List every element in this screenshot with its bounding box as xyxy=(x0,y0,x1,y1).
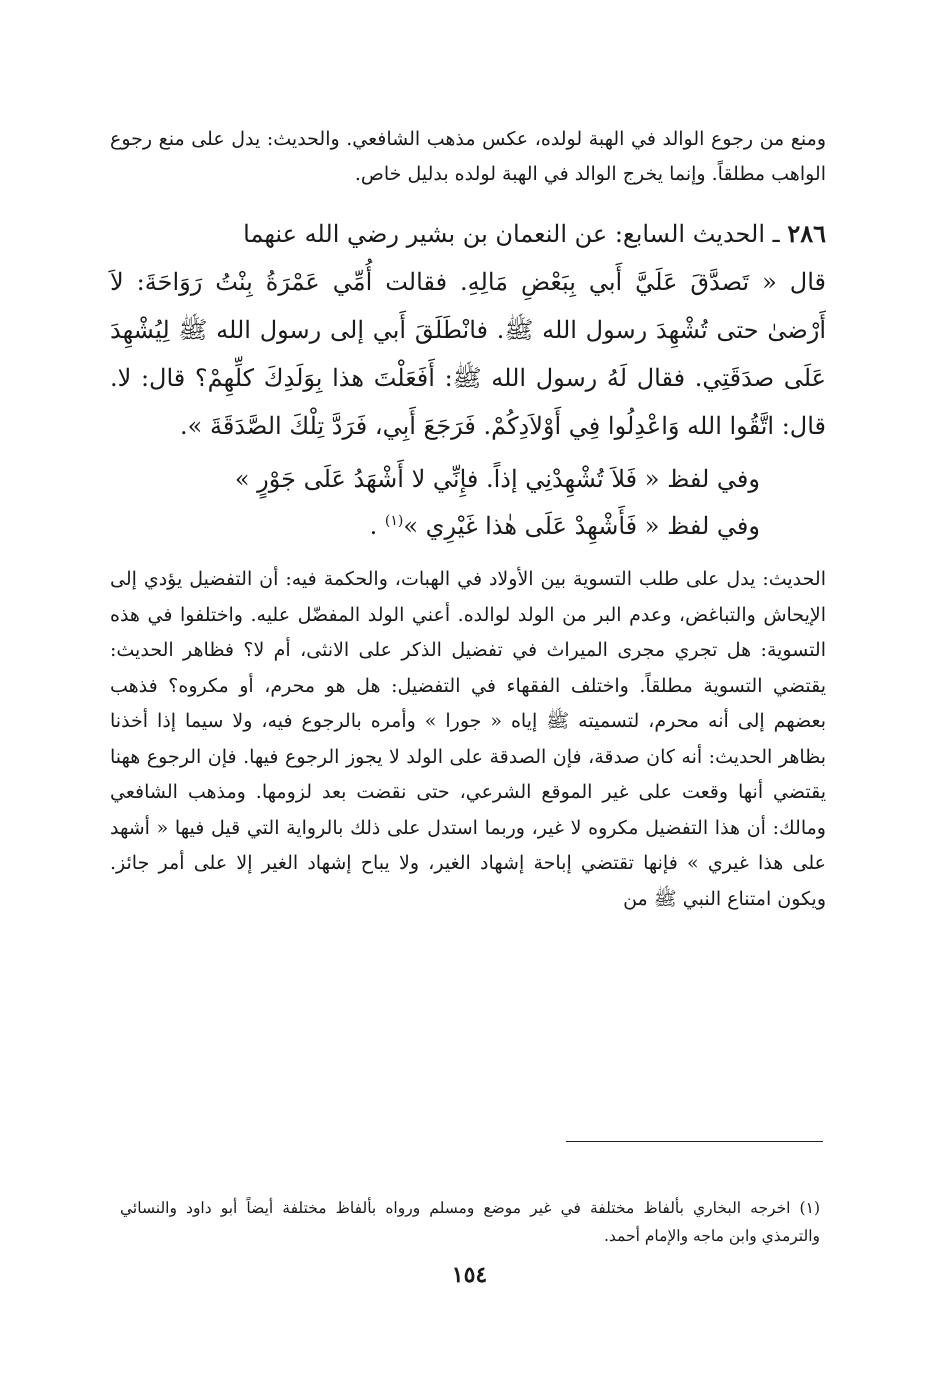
page-number: ١٥٤ xyxy=(451,1262,488,1288)
hadith-variant-2-text: وفي لفظ « فَأَشْهِدْ عَلَى هٰذا غَيْرِي » xyxy=(403,512,760,540)
footnote-divider xyxy=(566,1141,823,1142)
footnote: (١) اخرجه البخاري بألفاظ مختلفة في غير موضع ومسلم ورواه بألفاظ مختلفة أيضاً أبو داود والنسائي والترمذي وابن ماجه والإمام أحمد. xyxy=(120,1198,820,1245)
hadith-text: قال « تَصدَّقَ عَلَيَّ أَبي بِبَعْضِ مَالِهِ. فقالت أُمِّي عَمْرَةُ بِنْتُ رَوَاحَةَ: لاَ أَرْضىٰ حتى تُشْهِدَ رسول الله ﷺ. فانْطَلَقَ أَبي إلى رسول الله ﷺ لِيُشْهِدَ عَلَى صدَقَتِي. فقال لَهُ رسول الله ﷺ: أَفَعَلْتَ هذا بِوَلَدِكَ كلِّهِمْ؟ قال: لا. قال: اتَّقُوا الله وَاعْدِلُوا فِي أَوْلاَدِكُمْ. فَرَجَعَ أَبِي، فَرَدَّ تِلْكَ الصَّدَقَةَ ». xyxy=(110,268,826,440)
footnote-reference: (١) xyxy=(384,513,404,529)
hadith-variant-1: وفي لفظ « فَلاَ تُشْهِدْنِي إذاً. فإِنِّي لا أَشْهَدُ عَلَى جَوْرٍ » xyxy=(234,465,760,493)
page-body xyxy=(110,122,826,917)
commentary-paragraph: الحديث: يدل على طلب التسوية بين الأولاد في الهبات، والحكمة فيه: أن التفضيل يؤدي إلى الإيحاش والتباغض، وعدم البر من الولد لوالده. أعني الولد المفضّل عليه. واختلفوا في هذه التسوية: هل تجري مجرى الميراث في تفضيل الذكر على الانثى، أم لا؟ فظاهر الحديث: يقتضي التسوية مطلقاً. واختلف الفقهاء في التفضيل: هل هو محرم، أو مكروه؟ فذهب بعضهم إلى أنه محرم، لتسميته ﷺ إياه « جورا » وأمره بالرجوع فيه، ولا سيما إذا أخذنا بظاهر الحديث: أنه كان صدقة، فإن الصدقة على الولد لا يجوز الرجوع فيها. فإن الرجوع ههنا يقتضي أنها وقعت على غير الموقع الشرعي، حتى نقضت بعد لزومها. ومذهب الشافعي ومالك: أن هذا التفضيل مكروه لا غير، وربما استدل على ذلك بالرواية التي قيل فيها « أشهد على هذا غيري » فإنها تقتضي إباحة إشهاد الغير، ولا يباح إشهاد الغير إلا على أمر جائز. ويكون امتناع النبي ﷺ من xyxy=(110,568,826,910)
intro-paragraph: ومنع من رجوع الوالد في الهبة لولده، عكس مذهب الشافعي. والحديث: يدل على منع رجوع الواهب مطلقاً. وإنما يخرج الوالد في الهبة لولده بدليل خاص. xyxy=(110,128,826,185)
hadith-variants xyxy=(110,456,826,550)
hadith-heading xyxy=(110,210,826,258)
hadith-variant-2 xyxy=(110,503,760,550)
hadith-heading-text: ـ الحديث السابع: عن النعمان بن بشير رضي الله عنهما xyxy=(243,220,780,248)
hadith-variant-2-end: . xyxy=(369,512,378,540)
hadith-number: ٢٨٦ xyxy=(787,219,826,248)
